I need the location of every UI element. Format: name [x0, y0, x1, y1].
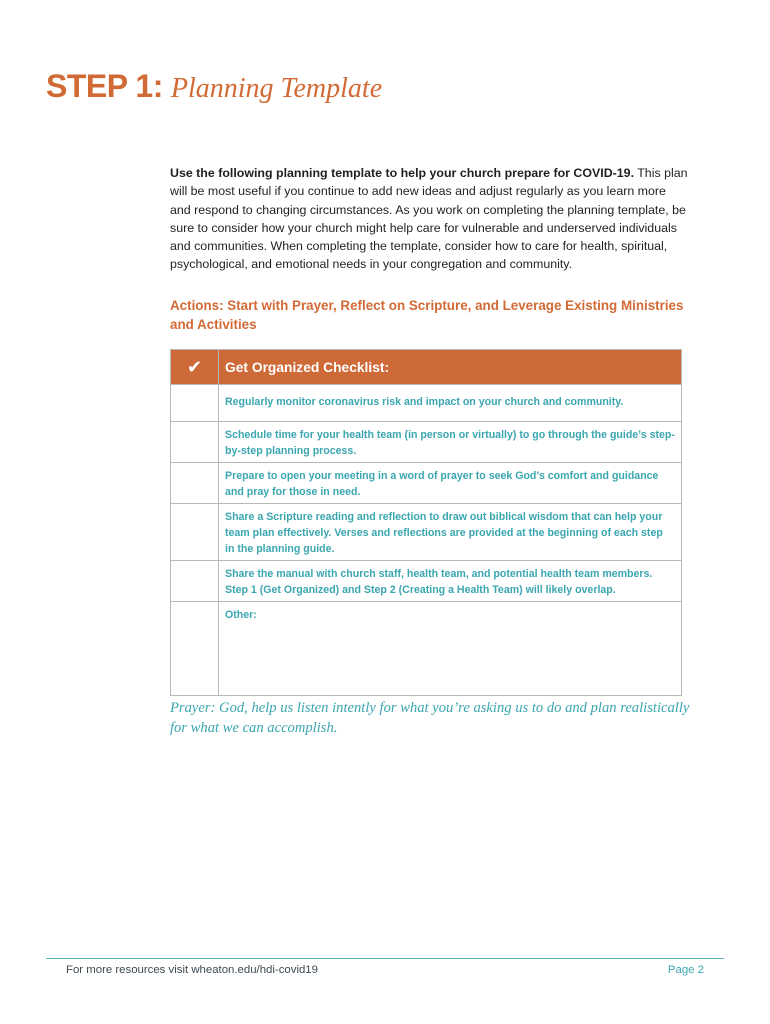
checklist-table [170, 349, 682, 696]
checklist-item-other[interactable]: Other: [219, 602, 682, 696]
page-title [46, 64, 382, 111]
checklist-header: Get Organized Checklist: [219, 350, 682, 385]
checkbox-cell[interactable] [171, 602, 219, 696]
checklist-item: Prepare to open your meeting in a word of prayer to seek God’s comfort and guidance and pray for those in need. [219, 463, 682, 504]
intro-paragraph [170, 164, 690, 274]
checklist-item: Regularly monitor coronavirus risk and impact on your church and community. [219, 385, 682, 422]
checklist-item: Share the manual with church staff, health team, and potential health team members. Step 1 (Get Organized) and Step 2 (Creating a Health Team) will likely overlap. [219, 561, 682, 602]
table-row [171, 422, 682, 463]
footer-resources-link[interactable]: For more resources visit wheaton.edu/hdi-covid19 [66, 964, 318, 976]
table-row [171, 385, 682, 422]
checkbox-cell[interactable] [171, 422, 219, 463]
check-icon: ✔ [171, 350, 219, 385]
actions-heading: Actions: Start with Prayer, Reflect on Scripture, and Leverage Existing Ministries and Activities [170, 298, 684, 332]
intro-lead: Use the following planning template to help your church prepare for COVID-19. [170, 166, 635, 180]
table-row [171, 602, 682, 696]
checklist-item: Schedule time for your health team (in person or virtually) to go through the guide’s step-by-step planning process. [219, 422, 682, 463]
step-label: STEP 1: [46, 68, 163, 104]
footer-divider [46, 958, 724, 959]
page-subtitle: Planning Template [170, 73, 383, 104]
table-row [171, 561, 682, 602]
checkbox-cell[interactable] [171, 385, 219, 422]
checkbox-cell[interactable] [171, 504, 219, 561]
checkbox-cell[interactable] [171, 561, 219, 602]
prayer-text: Prayer: God, help us listen intently for what you’re asking us to do and plan realistically for what we can accomplish. [170, 700, 690, 736]
table-row [171, 463, 682, 504]
table-row [171, 504, 682, 561]
checklist-item: Share a Scripture reading and reflection to draw out biblical wisdom that can help your team plan effectively. Verses and reflections are provided at the beginning of each step in the planning guide. [219, 504, 682, 561]
page-number: Page 2 [667, 964, 704, 976]
checklist-header-row [171, 350, 682, 385]
intro-body: This plan will be most useful if you continue to add new ideas and adjust regularly as you learn more and respond to changing circumstances. As you work on completing the planning template, be sure to consider how your church might help care for vulnerable and underserved individuals and communities. When completing the template, consider how to care for health, spiritual, psychological, and emotional needs in your congregation and community. [170, 166, 688, 272]
checkbox-cell[interactable] [171, 463, 219, 504]
